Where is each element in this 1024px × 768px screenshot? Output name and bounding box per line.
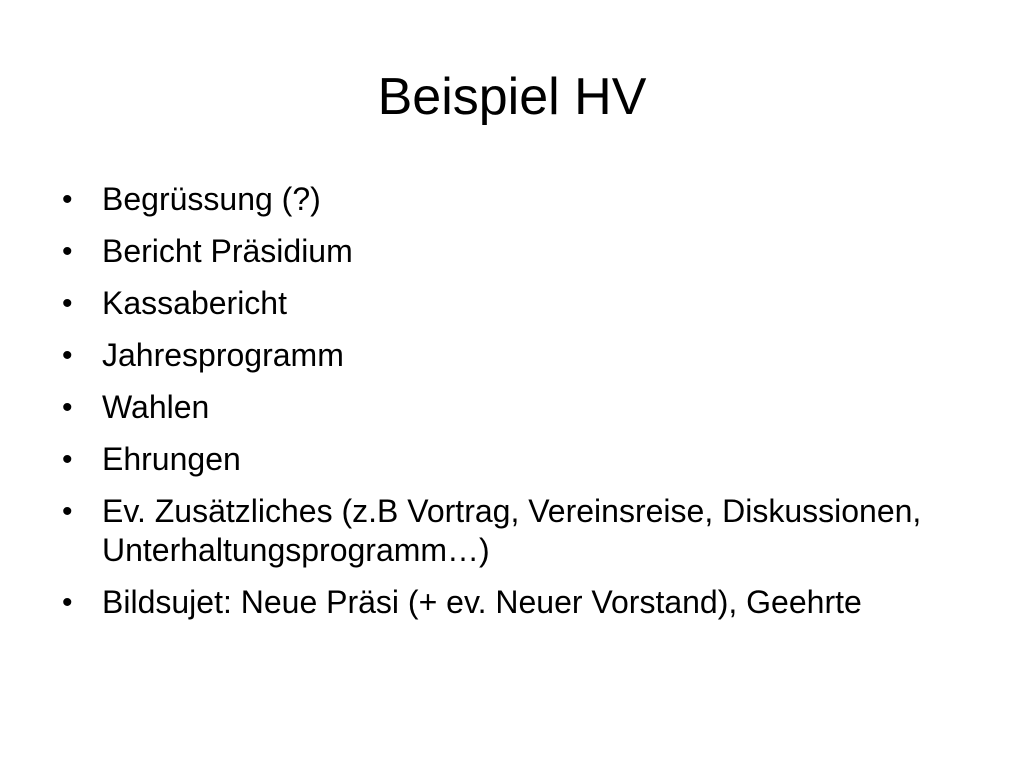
bullet-item — [62, 440, 942, 479]
bullet-dot-icon: • — [62, 339, 73, 372]
bullet-dot-icon: • — [62, 287, 73, 320]
bullet-dot-icon: • — [62, 183, 73, 216]
bullet-item — [62, 180, 942, 219]
bullet-dot-icon: • — [62, 586, 73, 619]
bullet-item — [62, 284, 942, 323]
bullet-item — [62, 232, 942, 271]
bullet-text: Kassabericht — [102, 285, 287, 321]
bullet-text: Jahresprogramm — [102, 337, 344, 373]
bullet-item — [62, 336, 942, 375]
bullet-list — [62, 180, 942, 635]
bullet-dot-icon: • — [62, 495, 73, 528]
bullet-dot-icon: • — [62, 235, 73, 268]
bullet-text: Ehrungen — [102, 441, 241, 477]
bullet-item — [62, 492, 942, 570]
bullet-dot-icon: • — [62, 391, 73, 424]
bullet-dot-icon: • — [62, 443, 73, 476]
bullet-text: Ev. Zusätzliches (z.B Vortrag, Vereinsreise, Diskussionen, Unterhaltungsprogramm…) — [102, 493, 922, 568]
bullet-text: Begrüssung (?) — [102, 181, 321, 217]
bullet-item — [62, 583, 942, 622]
bullet-text: Wahlen — [102, 389, 210, 425]
slide-title: Beispiel HV — [377, 68, 647, 126]
bullet-item — [62, 388, 942, 427]
bullet-text: Bericht Präsidium — [102, 233, 353, 269]
bullet-text: Bildsujet: Neue Präsi (+ ev. Neuer Vorstand), Geehrte — [102, 584, 862, 620]
